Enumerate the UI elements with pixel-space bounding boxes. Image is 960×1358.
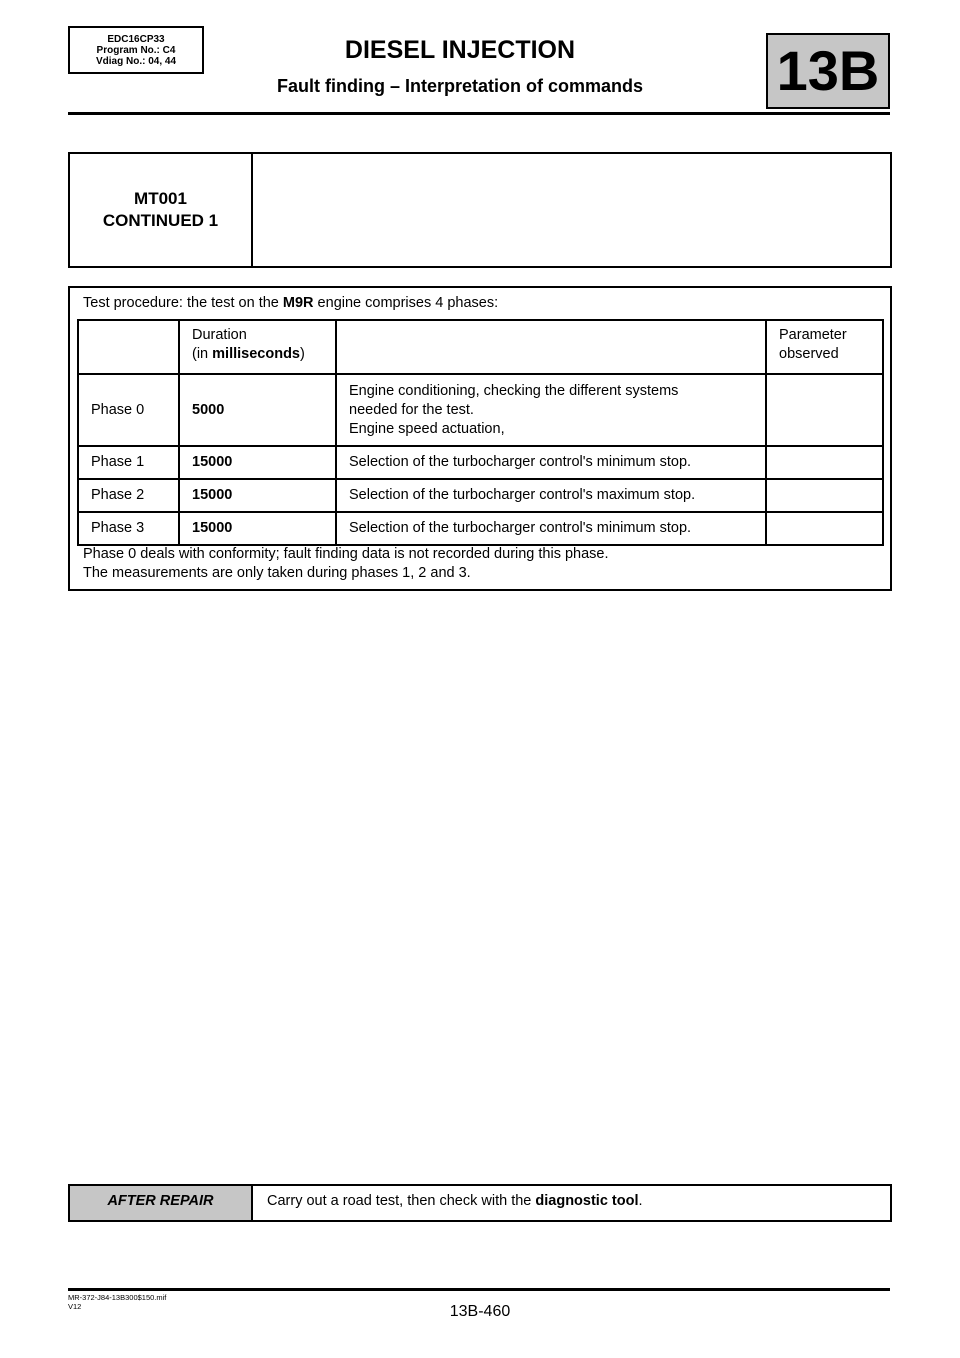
section-badge: 13B [766,33,890,109]
duration-cell: 15000 [179,446,336,479]
parameter-cell [766,512,883,545]
header-unit: milliseconds [212,346,300,362]
header-text: (in [192,346,213,362]
ecu-line: EDC16CP33 [107,34,165,45]
header-duration-label: Duration [192,327,247,343]
header-phase-cell [78,320,179,374]
duration-cell: 15000 [179,479,336,512]
page-subtitle: Fault finding – Interpretation of commands [276,76,643,96]
table-row [78,479,883,512]
description-line: needed for the test. [349,401,474,418]
procedure-note: The measurements are only taken during phases 1, 2 and 3. [83,565,471,581]
header-description-cell [336,320,766,374]
test-id-box [68,152,892,268]
description-cell: Selection of the turbocharger control's minimum stop. [336,512,766,545]
after-repair-box [68,1184,892,1222]
diagnostic-tool-label: diagnostic tool [535,1193,639,1209]
header-divider [68,112,890,115]
intro-text: Test procedure: the test on the [83,295,283,311]
test-procedure-box [68,286,892,591]
ecu-line: Program No.: C4 [96,45,176,56]
document-ref: MR-372-J84-13B300$150.mif [68,1293,167,1302]
phase-cell: Phase 1 [78,446,179,479]
parameter-cell [766,479,883,512]
table-row [78,446,883,479]
test-code: MT001 [134,189,187,208]
footer-divider [68,1288,890,1291]
phase-cell: Phase 2 [78,479,179,512]
description-line: Engine speed actuation, [349,420,505,437]
after-repair-text [253,1186,643,1220]
description-cell: Selection of the turbocharger control's minimum stop. [336,446,766,479]
header-parameter-label: observed [779,346,839,362]
duration-cell: 5000 [179,374,336,446]
table-row [78,512,883,545]
document-version: V12 [68,1302,82,1311]
duration-cell: 15000 [179,512,336,545]
ecu-info-box [68,26,204,74]
description-cell: Selection of the turbocharger control's maximum stop. [336,479,766,512]
procedure-notes [83,545,609,583]
test-id-content [253,154,890,266]
test-continued: CONTINUED 1 [102,211,219,230]
ecu-line: Vdiag No.: 04, 44 [95,56,177,67]
header-duration-cell [179,320,336,374]
header-parameter-cell [766,320,883,374]
description-cell [336,374,766,446]
parameter-cell [766,446,883,479]
page-number: 13B-460 [449,1303,511,1320]
page-title: DIESEL INJECTION [344,36,576,64]
table-row [78,374,883,446]
header-parameter-label: Parameter [779,327,847,343]
phase-table [77,319,884,546]
procedure-intro [83,295,498,311]
after-repair-instruction: . [638,1193,643,1209]
procedure-note: Phase 0 deals with conformity; fault finding data is not recorded during this phase. [83,546,609,562]
description-line: Engine conditioning, checking the different systems [349,382,679,399]
after-repair-label: AFTER REPAIR [70,1186,253,1220]
phase-cell: Phase 0 [78,374,179,446]
header-text: ) [300,346,305,362]
table-header-row [78,320,883,374]
header-duration-unit-line [192,345,323,364]
test-id-label [70,154,253,266]
intro-text: engine comprises 4 phases: [313,295,499,311]
after-repair-instruction: Carry out a road test, then check with the [267,1193,536,1209]
parameter-cell [766,374,883,446]
phase-cell: Phase 3 [78,512,179,545]
footer-reference [68,1293,166,1311]
engine-code: M9R [282,295,314,311]
